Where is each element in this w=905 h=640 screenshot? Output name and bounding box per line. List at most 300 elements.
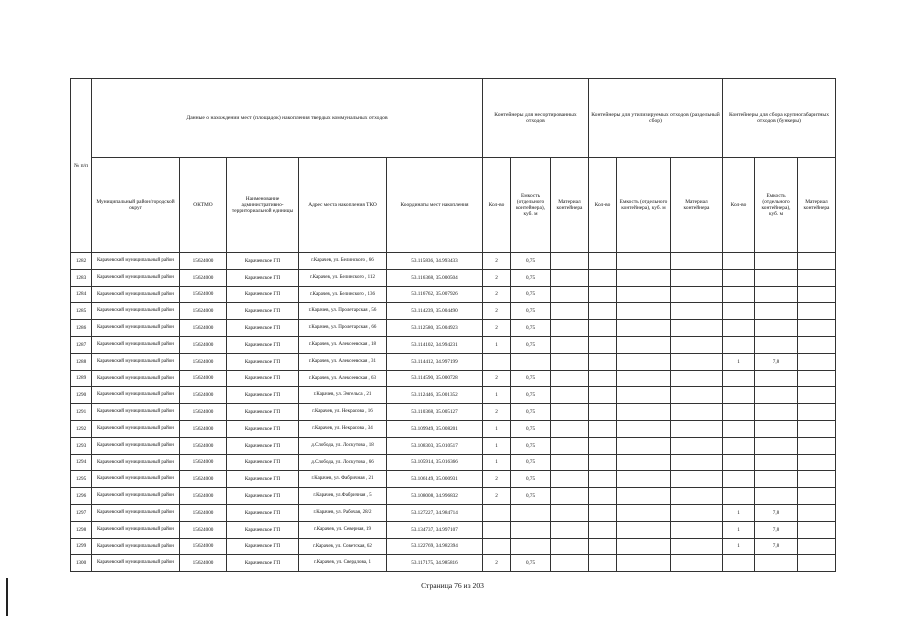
cell-volume-bulky [755,404,798,421]
cell-volume-sorted [617,320,671,337]
cell-oktmo: 15624000 [180,387,227,404]
cell-district: Карачевский муниципальный район [92,454,180,471]
cell-volume: 0,75 [511,387,551,404]
cell-material [551,437,589,454]
cell-qty-sorted [589,353,617,370]
cell-material [551,488,589,505]
cell-district: Карачевский муниципальный район [92,370,180,387]
cell-qty-bulky [723,336,755,353]
cell-oktmo: 15624000 [180,336,227,353]
cell-coords: 53.122769, 34.982394 [387,538,483,555]
cell-qty: 2 [483,471,511,488]
cell-volume: 0,75 [511,471,551,488]
cell-settlement: Карачевское ГП [227,404,299,421]
cell-qty-sorted [589,488,617,505]
cell-material-sorted [671,521,723,538]
header-address: Адрес места накопления ТКО [299,158,387,253]
cell-volume-sorted [617,437,671,454]
cell-address: д.Слобода, ул. Лоскутова , 18 [299,437,387,454]
cell-qty-sorted [589,370,617,387]
cell-material [551,471,589,488]
cell-rownum: 1285 [71,303,92,320]
cell-qty-bulky [723,387,755,404]
cell-address: г.Карачев, ул. Белинского , 112 [299,269,387,286]
cell-coords: 53.105914, 35.016366 [387,454,483,471]
cell-volume-bulky: 7,8 [755,504,798,521]
cell-volume [511,538,551,555]
cell-volume-bulky: 7,8 [755,521,798,538]
cell-qty-bulky [723,437,755,454]
table-row [71,555,836,572]
cell-address: г.Карачев, ул. Энгельса , 21 [299,387,387,404]
cell-address: г.Карачев, ул. Советская, 62 [299,538,387,555]
cell-qty-bulky [723,320,755,337]
cell-district: Карачевский муниципальный район [92,437,180,454]
cell-settlement: Карачевское ГП [227,387,299,404]
cell-volume-sorted [617,471,671,488]
cell-rownum: 1289 [71,370,92,387]
cell-settlement: Карачевское ГП [227,269,299,286]
cell-qty-bulky [723,454,755,471]
cell-qty-sorted [589,437,617,454]
cell-material [551,538,589,555]
cell-district: Карачевский муниципальный район [92,555,180,572]
cell-address: г.Карачев, ул. Свердлова, 1 [299,555,387,572]
cell-material-bulky [798,521,836,538]
cell-qty-bulky: 1 [723,521,755,538]
cell-material-sorted [671,286,723,303]
cell-volume-bulky [755,336,798,353]
cell-material-bulky [798,437,836,454]
cell-material [551,320,589,337]
cell-qty-sorted [589,538,617,555]
cell-coords: 53.109949, 35.008201 [387,420,483,437]
cell-material-bulky [798,488,836,505]
cell-qty-bulky: 1 [723,353,755,370]
header-qty-bulky: Кол-во [723,158,755,253]
table-row [71,353,836,370]
cell-coords: 53.112446, 35.001352 [387,387,483,404]
table-row [71,370,836,387]
cell-material-sorted [671,471,723,488]
cell-qty: 1 [483,387,511,404]
cell-material-sorted [671,454,723,471]
cell-material-sorted [671,303,723,320]
cell-address: г.Карачев, ул.Фабричная , 5 [299,488,387,505]
cell-material-bulky [798,286,836,303]
cell-address: г.Карачев, ул. Алексеевская , 18 [299,336,387,353]
cell-rownum: 1298 [71,521,92,538]
cell-rownum: 1290 [71,387,92,404]
cell-volume-bulky [755,471,798,488]
cell-address: г.Карачев, ул. Некрасова , 16 [299,404,387,421]
cell-volume-sorted [617,488,671,505]
cell-district: Карачевский муниципальный район [92,320,180,337]
cell-volume-bulky [755,454,798,471]
cell-material-bulky [798,336,836,353]
cell-coords: 53.106149, 35.000931 [387,471,483,488]
cell-material-sorted [671,437,723,454]
cell-material-sorted [671,336,723,353]
cell-rownum: 1286 [71,320,92,337]
cell-material [551,521,589,538]
table-row [71,521,836,538]
cell-volume-bulky [755,320,798,337]
cell-rownum: 1300 [71,555,92,572]
cell-district: Карачевский муниципальный район [92,303,180,320]
cell-oktmo: 15624000 [180,471,227,488]
cell-oktmo: 15624000 [180,555,227,572]
cell-material-bulky [798,253,836,270]
cell-settlement: Карачевское ГП [227,471,299,488]
cell-volume: 0,75 [511,253,551,270]
cell-volume: 0,75 [511,303,551,320]
cell-settlement: Карачевское ГП [227,504,299,521]
table-row [71,420,836,437]
cell-address: г.Карачев, ул. Алексеевская , 63 [299,370,387,387]
cell-settlement: Карачевское ГП [227,538,299,555]
cell-district: Карачевский муниципальный район [92,353,180,370]
cell-volume [511,353,551,370]
cell-address: г.Карачев, ул. Северная, 19 [299,521,387,538]
cell-material-sorted [671,387,723,404]
cell-material [551,336,589,353]
page-number: Страница 76 из 203 [421,581,484,590]
cell-qty-sorted [589,471,617,488]
cell-rownum: 1282 [71,253,92,270]
cell-material-bulky [798,538,836,555]
cell-qty-sorted [589,253,617,270]
cell-qty-sorted [589,269,617,286]
cell-volume-bulky [755,387,798,404]
cell-volume-bulky [755,420,798,437]
cell-coords: 53.108303, 35.010517 [387,437,483,454]
cell-rownum: 1299 [71,538,92,555]
cell-qty [483,353,511,370]
cell-volume-bulky [755,286,798,303]
cell-settlement: Карачевское ГП [227,437,299,454]
cell-coords: 53.114590, 35.000728 [387,370,483,387]
cell-district: Карачевский муниципальный район [92,336,180,353]
cell-coords: 53.114239, 35.004490 [387,303,483,320]
cell-material-sorted [671,538,723,555]
cell-volume-sorted [617,521,671,538]
cell-settlement: Карачевское ГП [227,370,299,387]
cell-volume-bulky [755,555,798,572]
cell-volume [511,504,551,521]
cell-settlement: Карачевское ГП [227,488,299,505]
cell-district: Карачевский муниципальный район [92,387,180,404]
table-row [71,488,836,505]
cell-rownum: 1292 [71,420,92,437]
cell-volume-sorted [617,387,671,404]
cell-settlement: Карачевское ГП [227,420,299,437]
cell-rownum: 1287 [71,336,92,353]
cell-volume-sorted [617,253,671,270]
cell-oktmo: 15624000 [180,253,227,270]
table-row [71,538,836,555]
cell-coords: 53.112580, 35.004923 [387,320,483,337]
cell-material [551,387,589,404]
header-material-bulky: Материал контейнера [798,158,836,253]
cell-qty [483,521,511,538]
cell-settlement: Карачевское ГП [227,521,299,538]
cell-material-sorted [671,370,723,387]
cell-material [551,404,589,421]
cell-volume-bulky [755,303,798,320]
cell-material-sorted [671,420,723,437]
table-row [71,320,836,337]
cell-rownum: 1288 [71,353,92,370]
cell-district: Карачевский муниципальный район [92,488,180,505]
cell-qty-sorted [589,504,617,521]
cell-qty-sorted [589,303,617,320]
cell-district: Карачевский муниципальный район [92,471,180,488]
cell-address: г.Карачев, ул. Пролетарская , 66 [299,320,387,337]
cell-volume: 0,75 [511,286,551,303]
cell-volume-sorted [617,303,671,320]
table-row [71,286,836,303]
header-rownum: № п/п [71,79,92,253]
cell-oktmo: 15624000 [180,353,227,370]
cell-rownum: 1296 [71,488,92,505]
cell-rownum: 1291 [71,404,92,421]
cell-material-bulky [798,387,836,404]
cell-volume-sorted [617,404,671,421]
cell-qty-bulky [723,286,755,303]
cell-material [551,454,589,471]
cell-material-sorted [671,555,723,572]
cell-address: д.Слобода, ул. Лоскутова , 66 [299,454,387,471]
table-body [71,253,836,572]
cell-material-bulky [798,303,836,320]
cell-material [551,253,589,270]
table-row [71,437,836,454]
cell-volume: 0,75 [511,454,551,471]
cell-qty: 2 [483,488,511,505]
cell-qty: 2 [483,555,511,572]
cell-oktmo: 15624000 [180,370,227,387]
cell-qty-sorted [589,286,617,303]
cell-material-sorted [671,404,723,421]
cell-volume-bulky [755,488,798,505]
header-district: Муниципальный район/городской округ [92,158,180,253]
cell-address: г.Карачев, ул. Рабочая, 28/2 [299,504,387,521]
cell-oktmo: 15624000 [180,521,227,538]
cell-material-sorted [671,504,723,521]
cell-district: Карачевский муниципальный район [92,504,180,521]
cell-coords: 53.134737, 34.997107 [387,521,483,538]
cell-material-bulky [798,370,836,387]
cell-qty: 2 [483,404,511,421]
header-material-sorted: Материал контейнера [671,158,723,253]
cell-qty-bulky [723,404,755,421]
cell-qty: 1 [483,336,511,353]
cell-district: Карачевский муниципальный район [92,404,180,421]
cell-volume: 0,75 [511,437,551,454]
cell-qty: 2 [483,320,511,337]
cell-qty-bulky [723,253,755,270]
cell-oktmo: 15624000 [180,488,227,505]
cell-material-sorted [671,253,723,270]
cell-volume-bulky [755,269,798,286]
cell-qty-sorted [589,420,617,437]
cell-material-bulky [798,269,836,286]
table-row [71,471,836,488]
cell-oktmo: 15624000 [180,420,227,437]
cell-address: г.Карачев, ул. Некрасова , 34 [299,420,387,437]
cell-material [551,286,589,303]
cell-coords: 53.114412, 34.997199 [387,353,483,370]
cell-settlement: Карачевское ГП [227,353,299,370]
cell-address: г.Карачев, ул. Пролетарская , 56 [299,303,387,320]
cell-volume: 0,75 [511,370,551,387]
cell-oktmo: 15624000 [180,269,227,286]
cell-settlement: Карачевское ГП [227,454,299,471]
cell-qty: 2 [483,253,511,270]
cell-volume: 0,75 [511,336,551,353]
cell-volume: 0,75 [511,320,551,337]
cell-material-sorted [671,488,723,505]
header-group-bulky: Контейнеры для сбора крупногабаритных отходов (бункеры) [723,79,836,158]
cell-qty: 2 [483,303,511,320]
header-group-unsorted: Контейнеры для несортированных отходов [483,79,589,158]
cell-material-bulky [798,320,836,337]
cell-oktmo: 15624000 [180,320,227,337]
cell-qty-sorted [589,521,617,538]
cell-volume: 0,75 [511,488,551,505]
cell-material [551,420,589,437]
cell-material [551,504,589,521]
cell-material-bulky [798,420,836,437]
cell-volume: 0,75 [511,555,551,572]
cell-district: Карачевский муниципальный район [92,286,180,303]
cell-qty-bulky: 1 [723,504,755,521]
cell-material-bulky [798,471,836,488]
cell-material [551,353,589,370]
cell-material-bulky [798,555,836,572]
cell-volume-sorted [617,370,671,387]
cell-volume-sorted [617,353,671,370]
cell-rownum: 1284 [71,286,92,303]
cell-qty-bulky [723,269,755,286]
cell-qty: 1 [483,437,511,454]
cell-qty-sorted [589,555,617,572]
cell-material-sorted [671,269,723,286]
cell-settlement: Карачевское ГП [227,253,299,270]
cell-coords: 53.114102, 34.994231 [387,336,483,353]
header-group-sorted: Контейнеры для утилизируемых отходов (раздельный сбор) [589,79,723,158]
table-row [71,303,836,320]
cell-volume [511,521,551,538]
cell-material [551,370,589,387]
cell-coords: 53.108008, 34.996832 [387,488,483,505]
cell-rownum: 1293 [71,437,92,454]
cell-district: Карачевский муниципальный район [92,521,180,538]
cell-district: Карачевский муниципальный район [92,269,180,286]
cell-volume-sorted [617,336,671,353]
cell-material-bulky [798,353,836,370]
cell-rownum: 1297 [71,504,92,521]
cell-settlement: Карачевское ГП [227,286,299,303]
cell-oktmo: 15624000 [180,404,227,421]
table-row [71,387,836,404]
cell-qty: 2 [483,286,511,303]
waste-sites-table [70,78,836,572]
cell-settlement: Карачевское ГП [227,303,299,320]
cell-material-bulky [798,504,836,521]
cell-district: Карачевский муниципальный район [92,538,180,555]
cell-qty-sorted [589,320,617,337]
header-qty: Кол-во [483,158,511,253]
cell-volume-bulky: 7,8 [755,353,798,370]
cell-volume-sorted [617,269,671,286]
cell-coords: 53.127227, 34.984714 [387,504,483,521]
cell-material-sorted [671,320,723,337]
cell-address: г.Карачев, ул. Белинского , 66 [299,253,387,270]
cell-address: г.Карачев, ул. Фабричная , 21 [299,471,387,488]
cell-volume: 0,75 [511,420,551,437]
cell-volume-sorted [617,286,671,303]
cell-volume: 0,75 [511,269,551,286]
cell-volume-sorted [617,555,671,572]
cell-coords: 53.117175, 34.985816 [387,555,483,572]
cell-material [551,555,589,572]
cell-material-sorted [671,353,723,370]
header-oktmo: ОКТМО [180,158,227,253]
cell-qty [483,504,511,521]
cell-qty-bulky: 1 [723,538,755,555]
cell-volume-sorted [617,454,671,471]
cell-oktmo: 15624000 [180,437,227,454]
table-row [71,336,836,353]
cell-oktmo: 15624000 [180,454,227,471]
cell-qty: 1 [483,454,511,471]
cell-material [551,269,589,286]
cell-volume-sorted [617,538,671,555]
cell-qty: 2 [483,370,511,387]
cell-coords: 53.116762, 35.007926 [387,286,483,303]
cell-district: Карачевский муниципальный район [92,420,180,437]
cell-qty-bulky [723,420,755,437]
cell-qty-sorted [589,454,617,471]
table-row [71,404,836,421]
cell-qty-bulky [723,555,755,572]
cell-rownum: 1295 [71,471,92,488]
header-material: Материал контейнера [551,158,589,253]
header-volume-sorted: Емкость (отдельного контейнера), куб. м [617,158,671,253]
cell-volume-sorted [617,420,671,437]
table-row [71,454,836,471]
cell-qty-bulky [723,488,755,505]
cell-oktmo: 15624000 [180,504,227,521]
header-coords: Координаты мест накопления [387,158,483,253]
cell-qty-sorted [589,336,617,353]
cell-material-bulky [798,404,836,421]
cell-oktmo: 15624000 [180,286,227,303]
table-row [71,504,836,521]
cell-volume-bulky: 7,8 [755,538,798,555]
cell-material-bulky [798,454,836,471]
header-volume: Емкость (отдельного контейнера), куб. м [511,158,551,253]
cell-oktmo: 15624000 [180,538,227,555]
cell-qty-bulky [723,370,755,387]
cell-address: г.Карачев, ул. Алексеевская , 31 [299,353,387,370]
cell-qty-sorted [589,387,617,404]
cell-volume-bulky [755,370,798,387]
cell-settlement: Карачевское ГП [227,336,299,353]
cell-settlement: Карачевское ГП [227,555,299,572]
